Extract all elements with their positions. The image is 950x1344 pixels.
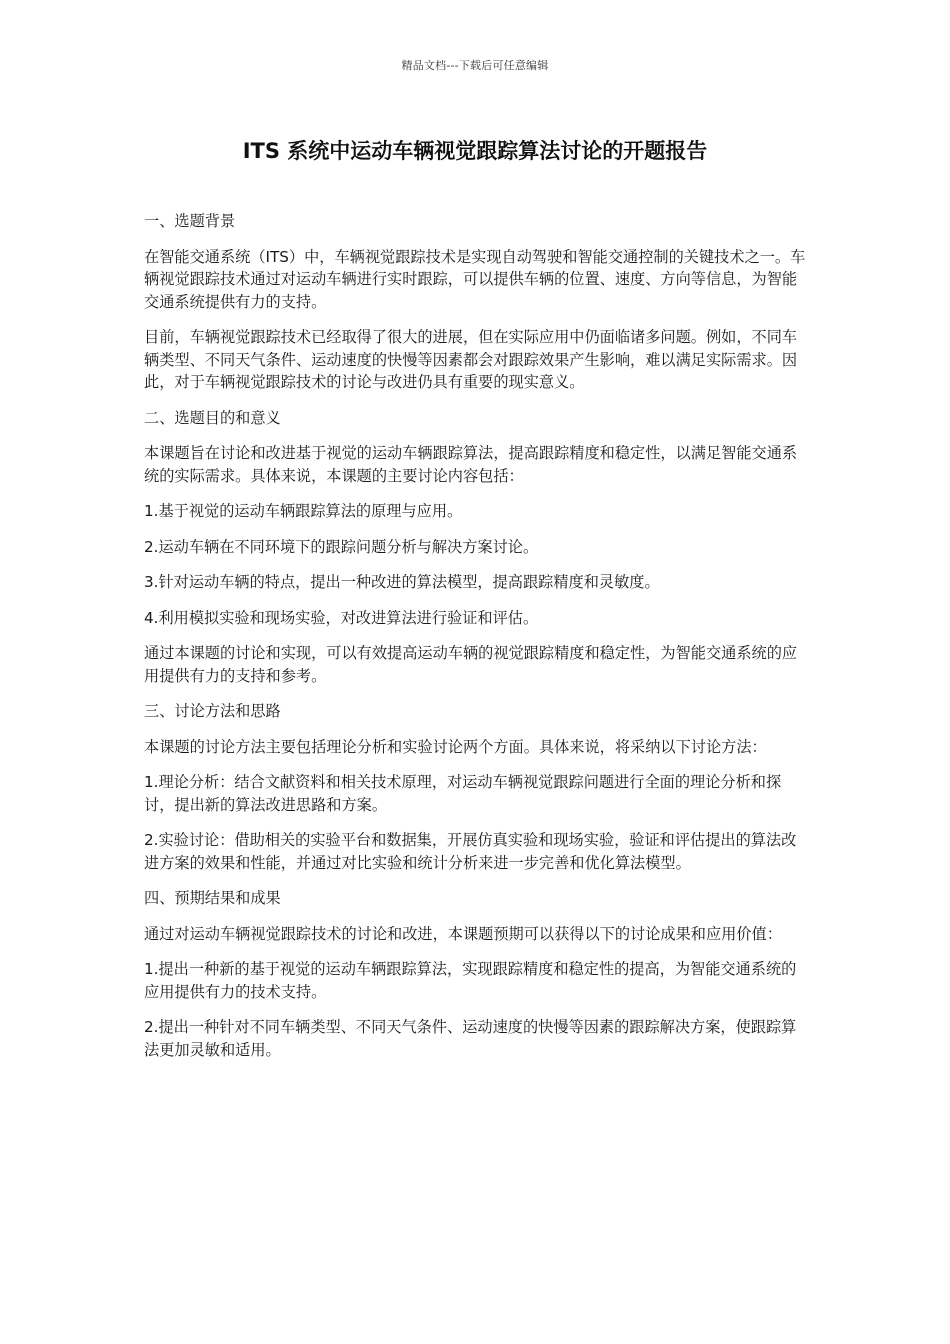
paragraph: 本课题旨在讨论和改进基于视觉的运动车辆跟踪算法，提高跟踪精度和稳定性，以满足智能交通系统的实际需求。具体来说，本课题的主要讨论内容包括： <box>144 444 798 485</box>
section-heading-purpose: 二、选题目的和意义 <box>144 408 281 427</box>
paragraph: 通过本课题的讨论和实现，可以有效提高运动车辆的视觉跟踪精度和稳定性，为智能交通系统的应用提供有力的支持和参考。 <box>144 644 798 685</box>
list-item: 3.针对运动车辆的特点，提出一种改进的算法模型，提高跟踪精度和灵敏度。 <box>144 573 660 591</box>
section-heading-background: 一、选题背景 <box>144 212 236 230</box>
section-heading-results: 四、预期结果和成果 <box>144 889 281 907</box>
list-item: 2.运动车辆在不同环境下的跟踪问题分析与解决方案讨论。 <box>144 537 539 556</box>
list-item: 2.提出一种针对不同车辆类型、不同天气条件、运动速度的快慢等因素的跟踪解决方案，使跟踪算法更加灵敏和适用。 <box>144 1018 797 1059</box>
document-title: ITS 系统中运动车辆视觉跟踪算法讨论的开题报告 <box>242 139 708 163</box>
list-item: 1.理论分析：结合文献资料和相关技术原理，对运动车辆视觉跟踪问题进行全面的理论分析和探讨，提出新的算法改进思路和方案。 <box>144 773 782 814</box>
document-body <box>144 210 808 1074</box>
list-item: 1.基于视觉的运动车辆跟踪算法的原理与应用。 <box>144 502 463 520</box>
paragraph: 在智能交通系统（ITS）中，车辆视觉跟踪技术是实现自动驾驶和智能交通控制的关键技术之一。车辆视觉跟踪技术通过对运动车辆进行实时跟踪，可以提供车辆的位置、速度、方向等信息，为智能交通系统提供有力的支持。 <box>144 247 806 311</box>
list-item: 4.利用模拟实验和现场实验，对改进算法进行验证和评估。 <box>144 608 539 627</box>
section-heading-methods: 三、讨论方法和思路 <box>144 702 281 720</box>
paragraph: 本课题的讨论方法主要包括理论分析和实验讨论两个方面。具体来说，将采纳以下讨论方法： <box>144 737 767 756</box>
header-note: 精品文档---下载后可任意编辑 <box>401 59 549 72</box>
paragraph: 通过对运动车辆视觉跟踪技术的讨论和改进，本课题预期可以获得以下的讨论成果和应用价值： <box>144 924 782 943</box>
list-item: 2.实验讨论：借助相关的实验平台和数据集，开展仿真实验和现场实验，验证和评估提出的算法改进方案的效果和性能，并通过对比实验和统计分析来进一步完善和优化算法模型。 <box>144 831 797 872</box>
list-item: 1.提出一种新的基于视觉的运动车辆跟踪算法，实现跟踪精度和稳定性的提高，为智能交通系统的应用提供有力的技术支持。 <box>144 960 797 1001</box>
paragraph: 目前，车辆视觉跟踪技术已经取得了很大的进展，但在实际应用中仍面临诸多问题。例如，不同车辆类型、不同天气条件、运动速度的快慢等因素都会对跟踪效果产生影响，难以满足实际需求。因此，对于车辆视觉跟踪技术的讨论与改进仍具有重要的现实意义。 <box>144 328 798 391</box>
